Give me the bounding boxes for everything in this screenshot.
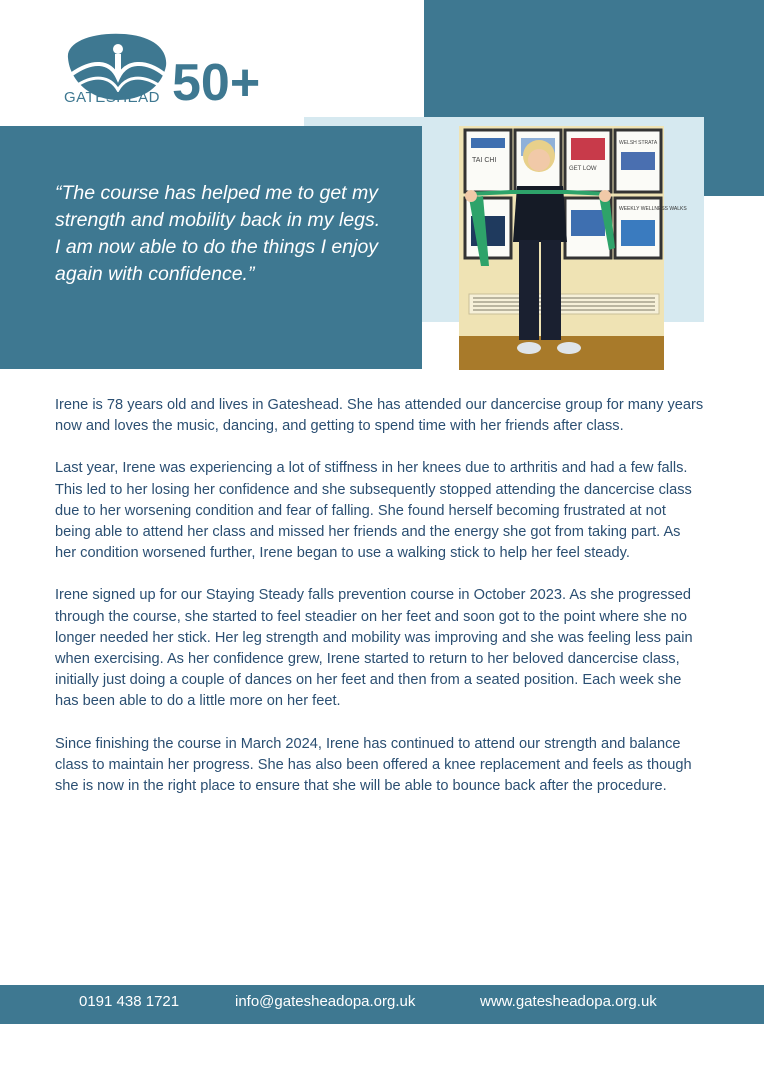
poster-title-wellness-walks: WEEKLY WELLNESS WALKS bbox=[619, 206, 687, 212]
testimonial-quote: “The course has helped me to get my strength and mobility back in my legs. I am now able to do the things I enjoy again with confidence.” bbox=[55, 182, 381, 285]
logo-wordmark: GATESHEAD bbox=[64, 89, 160, 106]
story-body bbox=[55, 395, 705, 818]
story-paragraph-2: Last year, Irene was experiencing a lot of stiffness in her knees due to arthritis and had a few falls. This led to her losing her confidence and she subsequently stopped attending the dancercise class due to her worsening condition and fear of falling. She found herself becoming frustrated at not being able to attend her class and missed her friends and the energy she got from taking part. As her condition worsened further, Irene began to use a walking stick to help her feel steady. bbox=[55, 460, 692, 562]
poster-title-tai-chi: TAI CHI bbox=[472, 157, 497, 164]
footer-email[interactable]: info@gatesheadopa.org.uk bbox=[235, 993, 416, 1010]
participant-photo bbox=[459, 126, 687, 370]
story-paragraph-1: Irene is 78 years old and lives in Gateshead. She has attended our dancercise group for many years now and loves the music, dancing, and getting to spend time with her friends after class. bbox=[55, 397, 704, 435]
footer-website[interactable]: www.gatesheadopa.org.uk bbox=[480, 993, 657, 1010]
photo-scene bbox=[459, 126, 687, 370]
contact-footer bbox=[0, 985, 764, 1024]
story-paragraph-3: Irene signed up for our Staying Steady falls prevention course in October 2023. As she progressed through the course, she started to feel steadier on her feet and soon got to the point where she no longer needed her stick. Her leg strength and mobility was improving and she was feeling less pain when exercising. As her confidence grew, Irene started to return to her beloved dancercise class, initially just doing a couple of dances on her feet and then from a seated position. Each week she has been able to do a little more on her feet. bbox=[55, 587, 693, 710]
poster-title-get-low: GET LOW bbox=[569, 166, 597, 172]
gateshead-50plus-logo bbox=[62, 30, 282, 112]
poster-title-welsh-strata: WELSH STRATA bbox=[619, 140, 658, 146]
footer-phone[interactable]: 0191 438 1721 bbox=[79, 993, 180, 1010]
logo-50plus: 50+ bbox=[172, 54, 261, 112]
story-paragraph-4: Since finishing the course in March 2024, Irene has continued to attend our strength and balance class to maintain her progress. She has also been offered a knee replacement and feels as though she is now in the right place to ensure that she will be able to bounce back after the procedure. bbox=[55, 735, 692, 795]
